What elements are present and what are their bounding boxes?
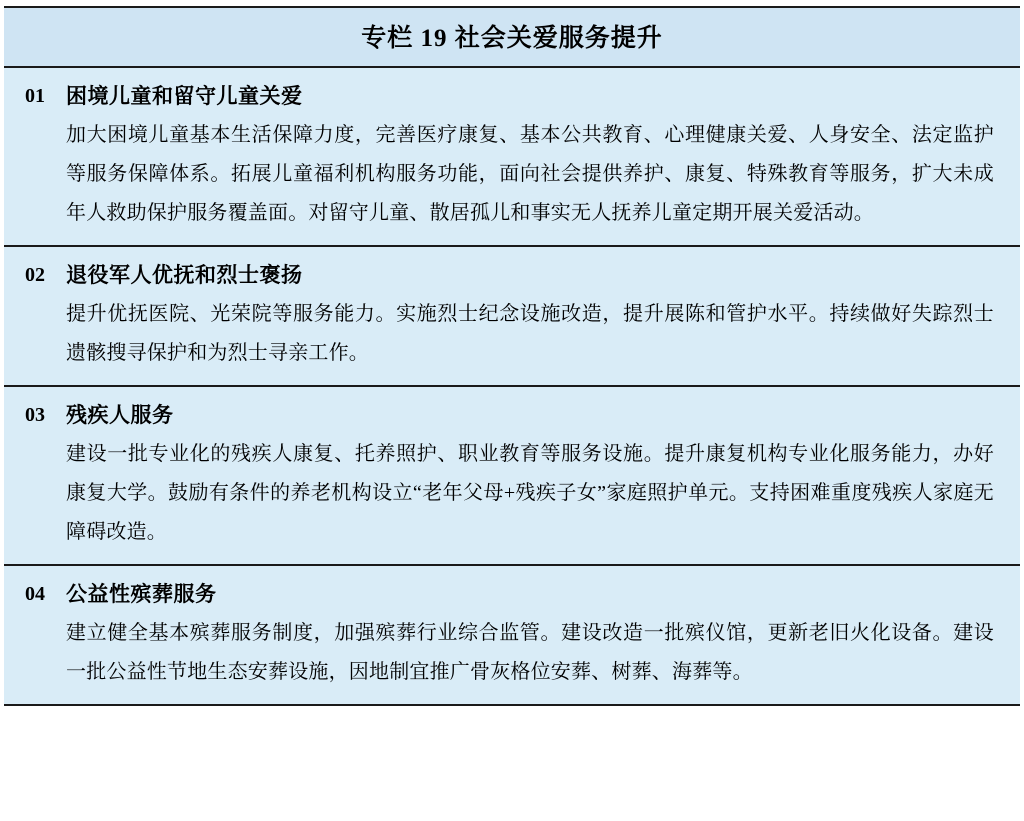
item-number: 03: [25, 404, 45, 426]
list-item: [4, 566, 1020, 704]
item-title: 困境儿童和留守儿童关爱: [66, 84, 303, 108]
item-body: [66, 397, 1020, 552]
item-body: [66, 78, 1020, 233]
item-text: 提升优抚医院、光荣院等服务能力。实施烈士纪念设施改造，提升展陈和管护水平。持续做好失踪烈士遗骸搜寻保护和为烈士寻亲工作。: [66, 303, 994, 364]
list-item: [4, 247, 1020, 387]
list-item: [4, 68, 1020, 247]
page-title: 专栏 19 社会关爱服务提升: [361, 25, 663, 52]
item-title: 公益性殡葬服务: [66, 582, 217, 606]
item-title: 残疾人服务: [66, 403, 174, 427]
feature-box-panel: [4, 6, 1020, 706]
item-number: 04: [25, 583, 45, 605]
item-body: [66, 576, 1020, 692]
item-number: 02: [25, 264, 45, 286]
item-body: [66, 257, 1020, 373]
item-text: 建立健全基本殡葬服务制度，加强殡葬行业综合监管。建设改造一批殡仪馆，更新老旧火化设备。建设一批公益性节地生态安葬设施，因地制宜推广骨灰格位安葬、树葬、海葬等。: [66, 622, 994, 683]
panel-header: [4, 8, 1020, 68]
item-title: 退役军人优抚和烈士褒扬: [66, 263, 303, 287]
item-text: 加大困境儿童基本生活保障力度，完善医疗康复、基本公共教育、心理健康关爱、人身安全、法定监护等服务保障体系。拓展儿童福利机构服务功能，面向社会提供养护、康复、特殊教育等服务，扩大未成年人救助保护服务覆盖面。对留守儿童、散居孤儿和事实无人抚养儿童定期开展关爱活动。: [66, 124, 994, 224]
item-text: 建设一批专业化的残疾人康复、托养照护、职业教育等服务设施。提升康复机构专业化服务能力，办好康复大学。鼓励有条件的养老机构设立“老年父母+残疾子女”家庭照护单元。支持困难重度残疾人家庭无障碍改造。: [66, 443, 994, 543]
item-number: 01: [25, 85, 45, 107]
list-item: [4, 387, 1020, 566]
